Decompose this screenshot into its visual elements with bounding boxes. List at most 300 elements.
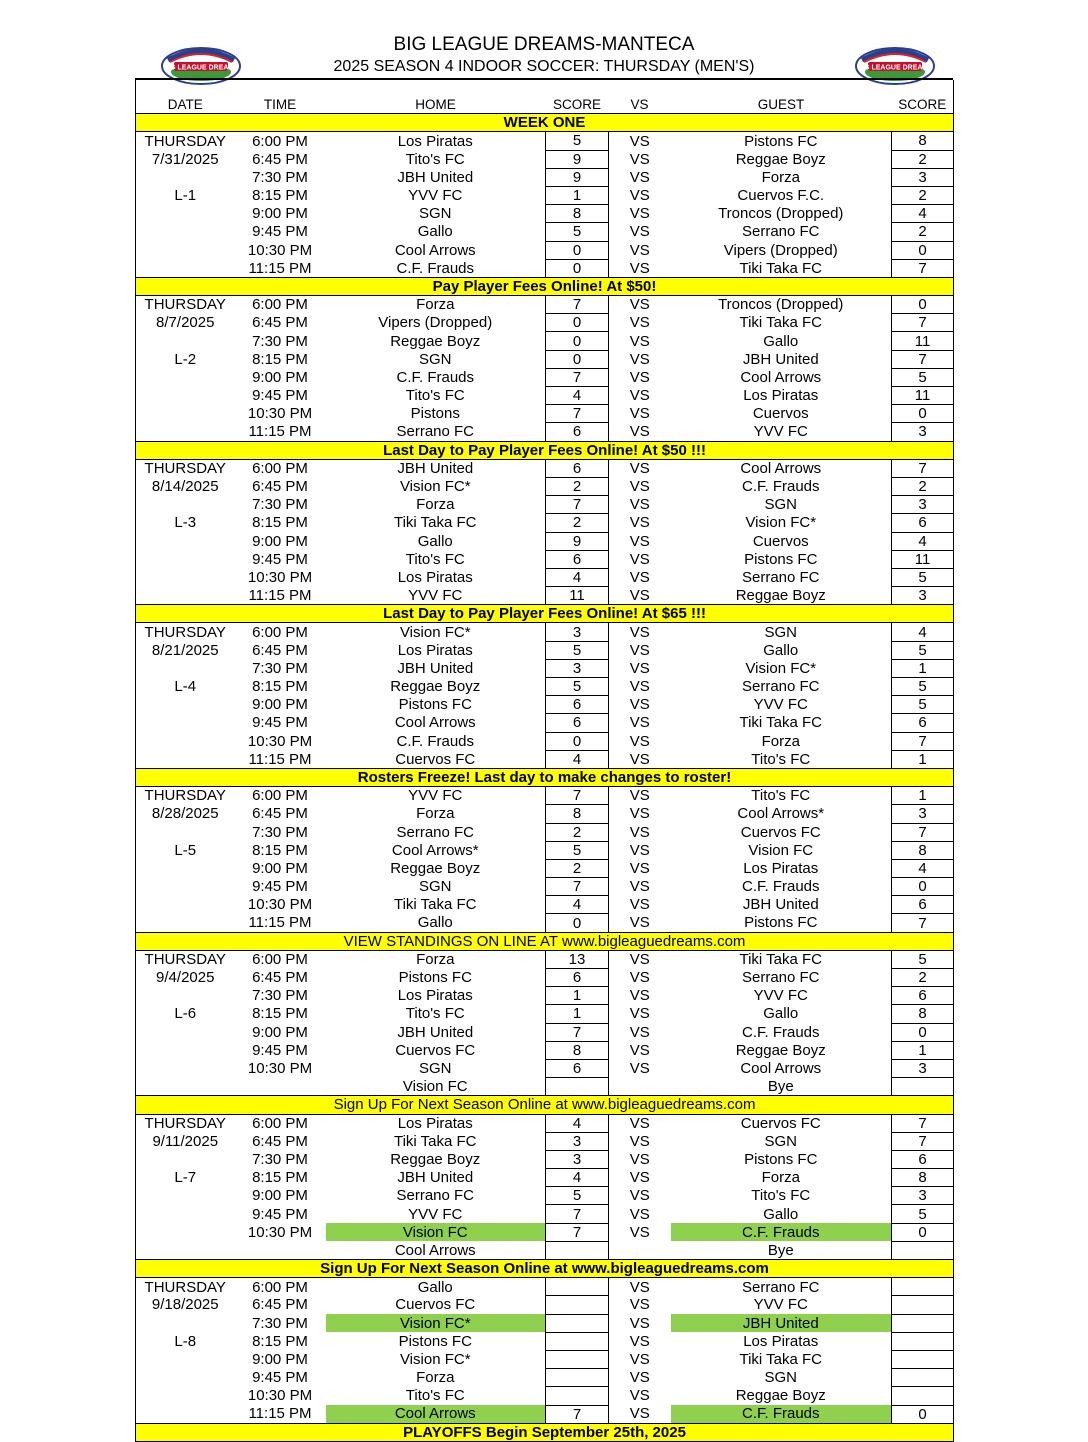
guest-team: Serrano FC <box>741 223 820 241</box>
home-team: Reggae Boyz <box>390 859 481 877</box>
vs-label: VS <box>629 1150 650 1168</box>
game-time: 9:45 PM <box>252 878 308 896</box>
guest-score: 8 <box>892 1169 954 1187</box>
guest-score: 7 <box>892 914 954 932</box>
home-team: C.F. Frauds <box>396 368 475 386</box>
date-cell <box>136 332 235 350</box>
vs-label: VS <box>629 387 650 405</box>
game-row <box>136 459 954 477</box>
guest-team: Reggae Boyz <box>735 586 826 604</box>
game-time: 9:00 PM <box>252 1351 308 1369</box>
game-row <box>136 641 954 659</box>
date-cell <box>136 259 235 277</box>
vs-label: VS <box>629 478 650 496</box>
vs-label: VS <box>629 859 650 877</box>
game-row <box>136 823 954 841</box>
home-team: Cool Arrows* <box>391 841 479 859</box>
date-cell: L-2 <box>136 350 235 368</box>
guest-team: Tiki Taka FC <box>739 314 822 332</box>
guest-score: 11 <box>892 387 954 405</box>
game-time: 6:45 PM <box>252 641 308 659</box>
home-score: 6 <box>546 1059 609 1077</box>
guest-team: Serrano FC <box>741 678 820 696</box>
playoffs-banner: PLAYOFFS Begin September 25th, 2025 <box>136 1423 954 1441</box>
guest-score: 7 <box>892 259 954 277</box>
home-score: 7 <box>546 1223 609 1241</box>
home-score: 6 <box>546 459 609 477</box>
guest-score: 6 <box>892 896 954 914</box>
game-row <box>136 1369 954 1387</box>
guest-team: Los Piratas <box>743 859 819 877</box>
guest-team: JBH United <box>671 1314 892 1332</box>
game-time: 6:00 PM <box>252 132 308 150</box>
home-score: 1 <box>546 987 609 1005</box>
game-time: 9:00 PM <box>252 859 308 877</box>
game-time: 11:15 PM <box>248 586 312 604</box>
date-cell <box>136 823 235 841</box>
guest-team: C.F. Frauds <box>671 1223 892 1241</box>
game-time: 10:30 PM <box>247 568 313 586</box>
game-row <box>136 1314 954 1332</box>
date-cell: L-8 <box>136 1332 235 1350</box>
guest-team: Reggae Boyz <box>735 150 826 168</box>
game-row <box>136 1278 954 1296</box>
home-team: JBH United <box>397 1023 474 1041</box>
game-time: 9:45 PM <box>252 223 308 241</box>
home-team: JBH United <box>397 460 474 478</box>
game-row <box>136 1187 954 1205</box>
vs-label <box>609 1241 671 1259</box>
vs-label: VS <box>629 460 650 478</box>
game-time: 6:45 PM <box>252 1132 308 1150</box>
home-team: Gallo <box>417 1278 453 1296</box>
game-row <box>136 1223 954 1241</box>
home-score: 2 <box>546 859 609 877</box>
guest-score: 2 <box>892 150 954 168</box>
home-team: YVV FC <box>408 1205 463 1223</box>
home-team: Los Piratas <box>397 132 473 150</box>
guest-score: 0 <box>892 1023 954 1041</box>
game-row <box>136 1059 954 1077</box>
home-score: 13 <box>546 950 609 968</box>
home-team: YVV FC <box>408 787 463 805</box>
game-time: 7:30 PM <box>252 168 308 186</box>
guest-score <box>892 1332 954 1350</box>
game-row <box>136 878 954 896</box>
week-banner: Sign Up For Next Season Online at www.bigleaguedreams.com <box>136 1096 954 1114</box>
date-cell: L-6 <box>136 1005 235 1023</box>
guest-team: Tiki Taka FC <box>739 1351 822 1369</box>
guest-team: Tito's FC <box>751 750 811 768</box>
vs-label: VS <box>629 1387 650 1405</box>
vs-label: VS <box>629 823 650 841</box>
game-time: 7:30 PM <box>252 659 308 677</box>
guest-team: Pistons FC <box>744 1150 818 1168</box>
week-banner-row <box>136 1260 954 1278</box>
vs-label: VS <box>629 1005 650 1023</box>
vs-label: VS <box>629 296 650 314</box>
home-team: Vision FC <box>326 1223 546 1241</box>
guest-team: C.F. Frauds <box>741 1023 820 1041</box>
home-team: Reggae Boyz <box>390 678 481 696</box>
page-title: BIG LEAGUE DREAMS-MANTECA <box>393 34 695 55</box>
guest-score: 8 <box>892 132 954 150</box>
guest-team: Bye <box>767 1241 794 1259</box>
guest-team: Tiki Taka FC <box>739 259 822 277</box>
date-cell <box>136 1387 235 1405</box>
date-cell <box>136 896 235 914</box>
col-header-date: DATE <box>136 96 235 114</box>
vs-label: VS <box>629 259 650 277</box>
home-score: 4 <box>546 896 609 914</box>
game-row <box>136 1041 954 1059</box>
week-banner-row <box>136 932 954 950</box>
game-time: 9:45 PM <box>252 1041 308 1059</box>
game-row <box>136 987 954 1005</box>
date-cell: 8/7/2025 <box>136 314 235 332</box>
date-cell <box>136 859 235 877</box>
home-score <box>546 1241 609 1259</box>
guest-team: Troncos (Dropped) <box>718 296 844 314</box>
date-cell: L-7 <box>136 1169 235 1187</box>
guest-team: Cool Arrows <box>740 460 822 478</box>
home-team: SGN <box>418 1060 452 1078</box>
date-cell: 9/4/2025 <box>136 969 235 987</box>
home-score: 9 <box>546 168 609 186</box>
game-row <box>136 296 954 314</box>
home-team: Cool Arrows <box>394 714 476 732</box>
date-cell <box>136 368 235 386</box>
game-row <box>136 1150 954 1168</box>
date-cell <box>136 1350 235 1368</box>
home-team: Gallo <box>417 914 453 932</box>
vs-label: VS <box>629 532 650 550</box>
home-score: 6 <box>546 969 609 987</box>
game-row <box>136 914 954 932</box>
guest-score <box>892 1241 954 1259</box>
game-time: 10:30 PM <box>247 732 313 750</box>
guest-team: SGN <box>764 1369 797 1387</box>
vs-label: VS <box>629 1114 650 1132</box>
date-cell <box>136 750 235 768</box>
guest-score: 8 <box>892 1005 954 1023</box>
game-row <box>136 859 954 877</box>
week-banner: VIEW STANDINGS ON LINE AT www.bigleaguedreams.com <box>136 932 954 950</box>
vs-label: VS <box>629 241 650 259</box>
date-cell: THURSDAY <box>136 787 235 805</box>
date-cell <box>136 1023 235 1041</box>
game-time: 6:00 PM <box>252 1278 308 1296</box>
game-time: 8:15 PM <box>252 514 308 532</box>
game-row <box>136 1169 954 1187</box>
guest-team: Serrano FC <box>741 969 820 987</box>
guest-score: 3 <box>892 423 954 441</box>
date-cell <box>136 241 235 259</box>
game-row <box>136 696 954 714</box>
home-team: Vision FC* <box>326 1314 546 1332</box>
date-cell <box>136 1041 235 1059</box>
home-team: Tito's FC <box>405 550 465 568</box>
guest-score: 0 <box>892 241 954 259</box>
date-cell <box>136 568 235 586</box>
game-time: 11:15 PM <box>248 259 312 277</box>
game-time: 9:00 PM <box>252 205 308 223</box>
guest-team: Pistons FC <box>744 914 818 932</box>
date-cell: THURSDAY <box>136 459 235 477</box>
guest-score: 0 <box>892 296 954 314</box>
home-team: Cuervos FC <box>395 1296 476 1314</box>
game-row <box>136 587 954 605</box>
home-team: Forza <box>416 296 455 314</box>
game-row <box>136 223 954 241</box>
home-team: Tiki Taka FC <box>393 514 477 532</box>
vs-label: VS <box>629 969 650 987</box>
week-banner: WEEK ONE <box>136 114 954 132</box>
vs-label: VS <box>629 696 650 714</box>
guest-score: 3 <box>892 1187 954 1205</box>
guest-team: Cool Arrows <box>740 1060 822 1078</box>
game-row <box>136 1387 954 1405</box>
home-score: 5 <box>546 1187 609 1205</box>
date-cell <box>136 1223 235 1241</box>
vs-label: VS <box>629 1351 650 1369</box>
date-cell <box>136 714 235 732</box>
game-time <box>235 1241 326 1259</box>
game-time: 8:15 PM <box>252 1005 308 1023</box>
vs-label: VS <box>629 841 650 859</box>
home-team: Reggae Boyz <box>390 1150 481 1168</box>
home-team: Cuervos FC <box>395 750 476 768</box>
guest-score: 6 <box>892 514 954 532</box>
vs-label: VS <box>629 1132 650 1150</box>
game-time: 6:45 PM <box>252 805 308 823</box>
vs-label: VS <box>629 1041 650 1059</box>
vs-label: VS <box>629 187 650 205</box>
date-cell: L-1 <box>136 186 235 204</box>
guest-score: 7 <box>892 1114 954 1132</box>
guest-score: 7 <box>892 314 954 332</box>
game-row <box>136 1023 954 1041</box>
home-score: 0 <box>546 314 609 332</box>
schedule-table-wrap <box>135 80 953 1442</box>
vs-label: VS <box>629 1205 650 1223</box>
game-row <box>136 678 954 696</box>
guest-team: Pistons FC <box>744 550 818 568</box>
guest-team: Tiki Taka FC <box>739 714 822 732</box>
game-time: 9:00 PM <box>252 532 308 550</box>
home-team: Vision FC <box>402 1077 468 1095</box>
guest-team: C.F. Frauds <box>741 478 820 496</box>
home-team: Serrano FC <box>396 823 475 841</box>
guest-score <box>892 1350 954 1368</box>
vs-label: VS <box>629 659 650 677</box>
vs-label: VS <box>629 878 650 896</box>
game-time: 7:30 PM <box>252 496 308 514</box>
week-banner: Last Day to Pay Player Fees Online! At $50 !!! <box>136 441 954 459</box>
game-row <box>136 750 954 768</box>
week-banner: Last Day to Pay Player Fees Online! At $65 !!! <box>136 605 954 623</box>
home-score <box>546 1369 609 1387</box>
guest-score: 8 <box>892 841 954 859</box>
guest-score: 2 <box>892 186 954 204</box>
guest-team: Cuervos FC <box>740 1114 821 1132</box>
guest-team: Tiki Taka FC <box>739 951 822 969</box>
home-team: Forza <box>416 805 455 823</box>
guest-score: 6 <box>892 987 954 1005</box>
guest-team: YVV FC <box>753 423 808 441</box>
vs-label: VS <box>629 987 650 1005</box>
guest-team: Serrano FC <box>741 1278 820 1296</box>
game-time: 8:15 PM <box>252 187 308 205</box>
date-cell <box>136 405 235 423</box>
game-time: 8:15 PM <box>252 678 308 696</box>
home-score: 4 <box>546 1169 609 1187</box>
week-banner-row <box>136 768 954 786</box>
guest-score: 1 <box>892 659 954 677</box>
guest-team: Reggae Boyz <box>735 1041 826 1059</box>
home-score <box>546 1278 609 1296</box>
home-team: Vipers (Dropped) <box>378 314 493 332</box>
col-header-guest: GUEST <box>757 97 805 113</box>
game-time: 11:15 PM <box>248 423 312 441</box>
vs-label: VS <box>629 132 650 150</box>
vs-label: VS <box>629 550 650 568</box>
guest-team: JBH United <box>742 350 819 368</box>
home-score <box>546 1387 609 1405</box>
game-time <box>235 1078 326 1096</box>
vs-label: VS <box>629 732 650 750</box>
date-cell: 9/11/2025 <box>136 1132 235 1150</box>
guest-score: 4 <box>892 532 954 550</box>
date-cell: THURSDAY <box>136 950 235 968</box>
home-team: YVV FC <box>408 187 463 205</box>
home-team: JBH United <box>397 659 474 677</box>
vs-label: VS <box>629 1314 650 1332</box>
game-time: 9:45 PM <box>252 550 308 568</box>
home-score: 7 <box>546 405 609 423</box>
guest-team: SGN <box>764 1132 797 1150</box>
date-cell <box>136 387 235 405</box>
home-team: JBH United <box>397 1169 474 1187</box>
guest-score: 5 <box>892 696 954 714</box>
guest-team: Cuervos <box>752 532 809 550</box>
game-time: 6:45 PM <box>252 478 308 496</box>
home-team: SGN <box>418 878 452 896</box>
guest-team: Los Piratas <box>743 387 819 405</box>
game-row <box>136 387 954 405</box>
vs-label: VS <box>629 896 650 914</box>
guest-score <box>892 1296 954 1314</box>
guest-score: 4 <box>892 205 954 223</box>
guest-team: Los Piratas <box>743 1332 819 1350</box>
game-row <box>136 714 954 732</box>
guest-score: 0 <box>892 1223 954 1241</box>
guest-score: 2 <box>892 223 954 241</box>
home-team: Pistons FC <box>398 969 472 987</box>
date-cell: THURSDAY <box>136 296 235 314</box>
home-score <box>546 1350 609 1368</box>
guest-team: Bye <box>767 1077 794 1095</box>
vs-label: VS <box>629 568 650 586</box>
home-score <box>546 1332 609 1350</box>
vs-label: VS <box>629 678 650 696</box>
home-score: 4 <box>546 1114 609 1132</box>
game-row <box>136 805 954 823</box>
playoffs-banner-row <box>136 1423 954 1441</box>
vs-label: VS <box>629 641 650 659</box>
guest-team: Gallo <box>763 332 799 350</box>
game-time: 8:15 PM <box>252 1332 308 1350</box>
home-score: 4 <box>546 568 609 586</box>
guest-score: 7 <box>892 1132 954 1150</box>
guest-score <box>892 1314 954 1332</box>
game-row <box>136 969 954 987</box>
vs-label: VS <box>629 1223 650 1241</box>
guest-team: Gallo <box>763 1005 799 1023</box>
home-score: 3 <box>546 1132 609 1150</box>
home-team: Los Piratas <box>397 641 473 659</box>
vs-label: VS <box>629 514 650 532</box>
game-row <box>136 1332 954 1350</box>
vs-label: VS <box>629 1369 650 1387</box>
game-time: 9:00 PM <box>252 368 308 386</box>
home-score: 7 <box>546 787 609 805</box>
date-cell <box>136 659 235 677</box>
date-cell: THURSDAY <box>136 1278 235 1296</box>
guest-score: 7 <box>892 350 954 368</box>
date-cell <box>136 1241 235 1259</box>
date-cell <box>136 1369 235 1387</box>
home-team: Vision FC* <box>399 623 471 641</box>
guest-score: 5 <box>892 678 954 696</box>
vs-label: VS <box>629 1060 650 1078</box>
home-score: 5 <box>546 678 609 696</box>
game-time: 10:30 PM <box>247 1387 313 1405</box>
game-time: 9:00 PM <box>252 696 308 714</box>
home-score: 8 <box>546 1041 609 1059</box>
vs-label: VS <box>629 168 650 186</box>
home-team: Tito's FC <box>405 150 465 168</box>
col-header-score-home: SCORE <box>552 97 601 113</box>
game-row <box>136 841 954 859</box>
game-time: 6:00 PM <box>252 296 308 314</box>
home-score: 3 <box>546 659 609 677</box>
guest-score <box>892 1078 954 1096</box>
game-time: 6:00 PM <box>252 951 308 969</box>
game-row <box>136 241 954 259</box>
guest-team: Pistons FC <box>744 132 818 150</box>
svg-text:BIG LEAGUE DREAMS: BIG LEAGUE DREAMS <box>857 64 933 72</box>
game-time: 10:30 PM <box>247 1060 313 1078</box>
home-score: 1 <box>546 186 609 204</box>
home-team: Los Piratas <box>397 1114 473 1132</box>
game-time: 7:30 PM <box>252 332 308 350</box>
guest-team: YVV FC <box>753 987 808 1005</box>
home-score: 0 <box>546 914 609 932</box>
guest-team: Forza <box>761 1169 800 1187</box>
home-score: 0 <box>546 259 609 277</box>
game-row <box>136 623 954 641</box>
home-team: Gallo <box>417 223 453 241</box>
home-team: Tito's FC <box>405 387 465 405</box>
home-team: Vision FC* <box>399 1351 471 1369</box>
guest-score: 11 <box>892 332 954 350</box>
vs-label: VS <box>629 805 650 823</box>
vs-label: VS <box>629 623 650 641</box>
game-time: 8:15 PM <box>252 1169 308 1187</box>
date-cell <box>136 532 235 550</box>
game-row <box>136 787 954 805</box>
